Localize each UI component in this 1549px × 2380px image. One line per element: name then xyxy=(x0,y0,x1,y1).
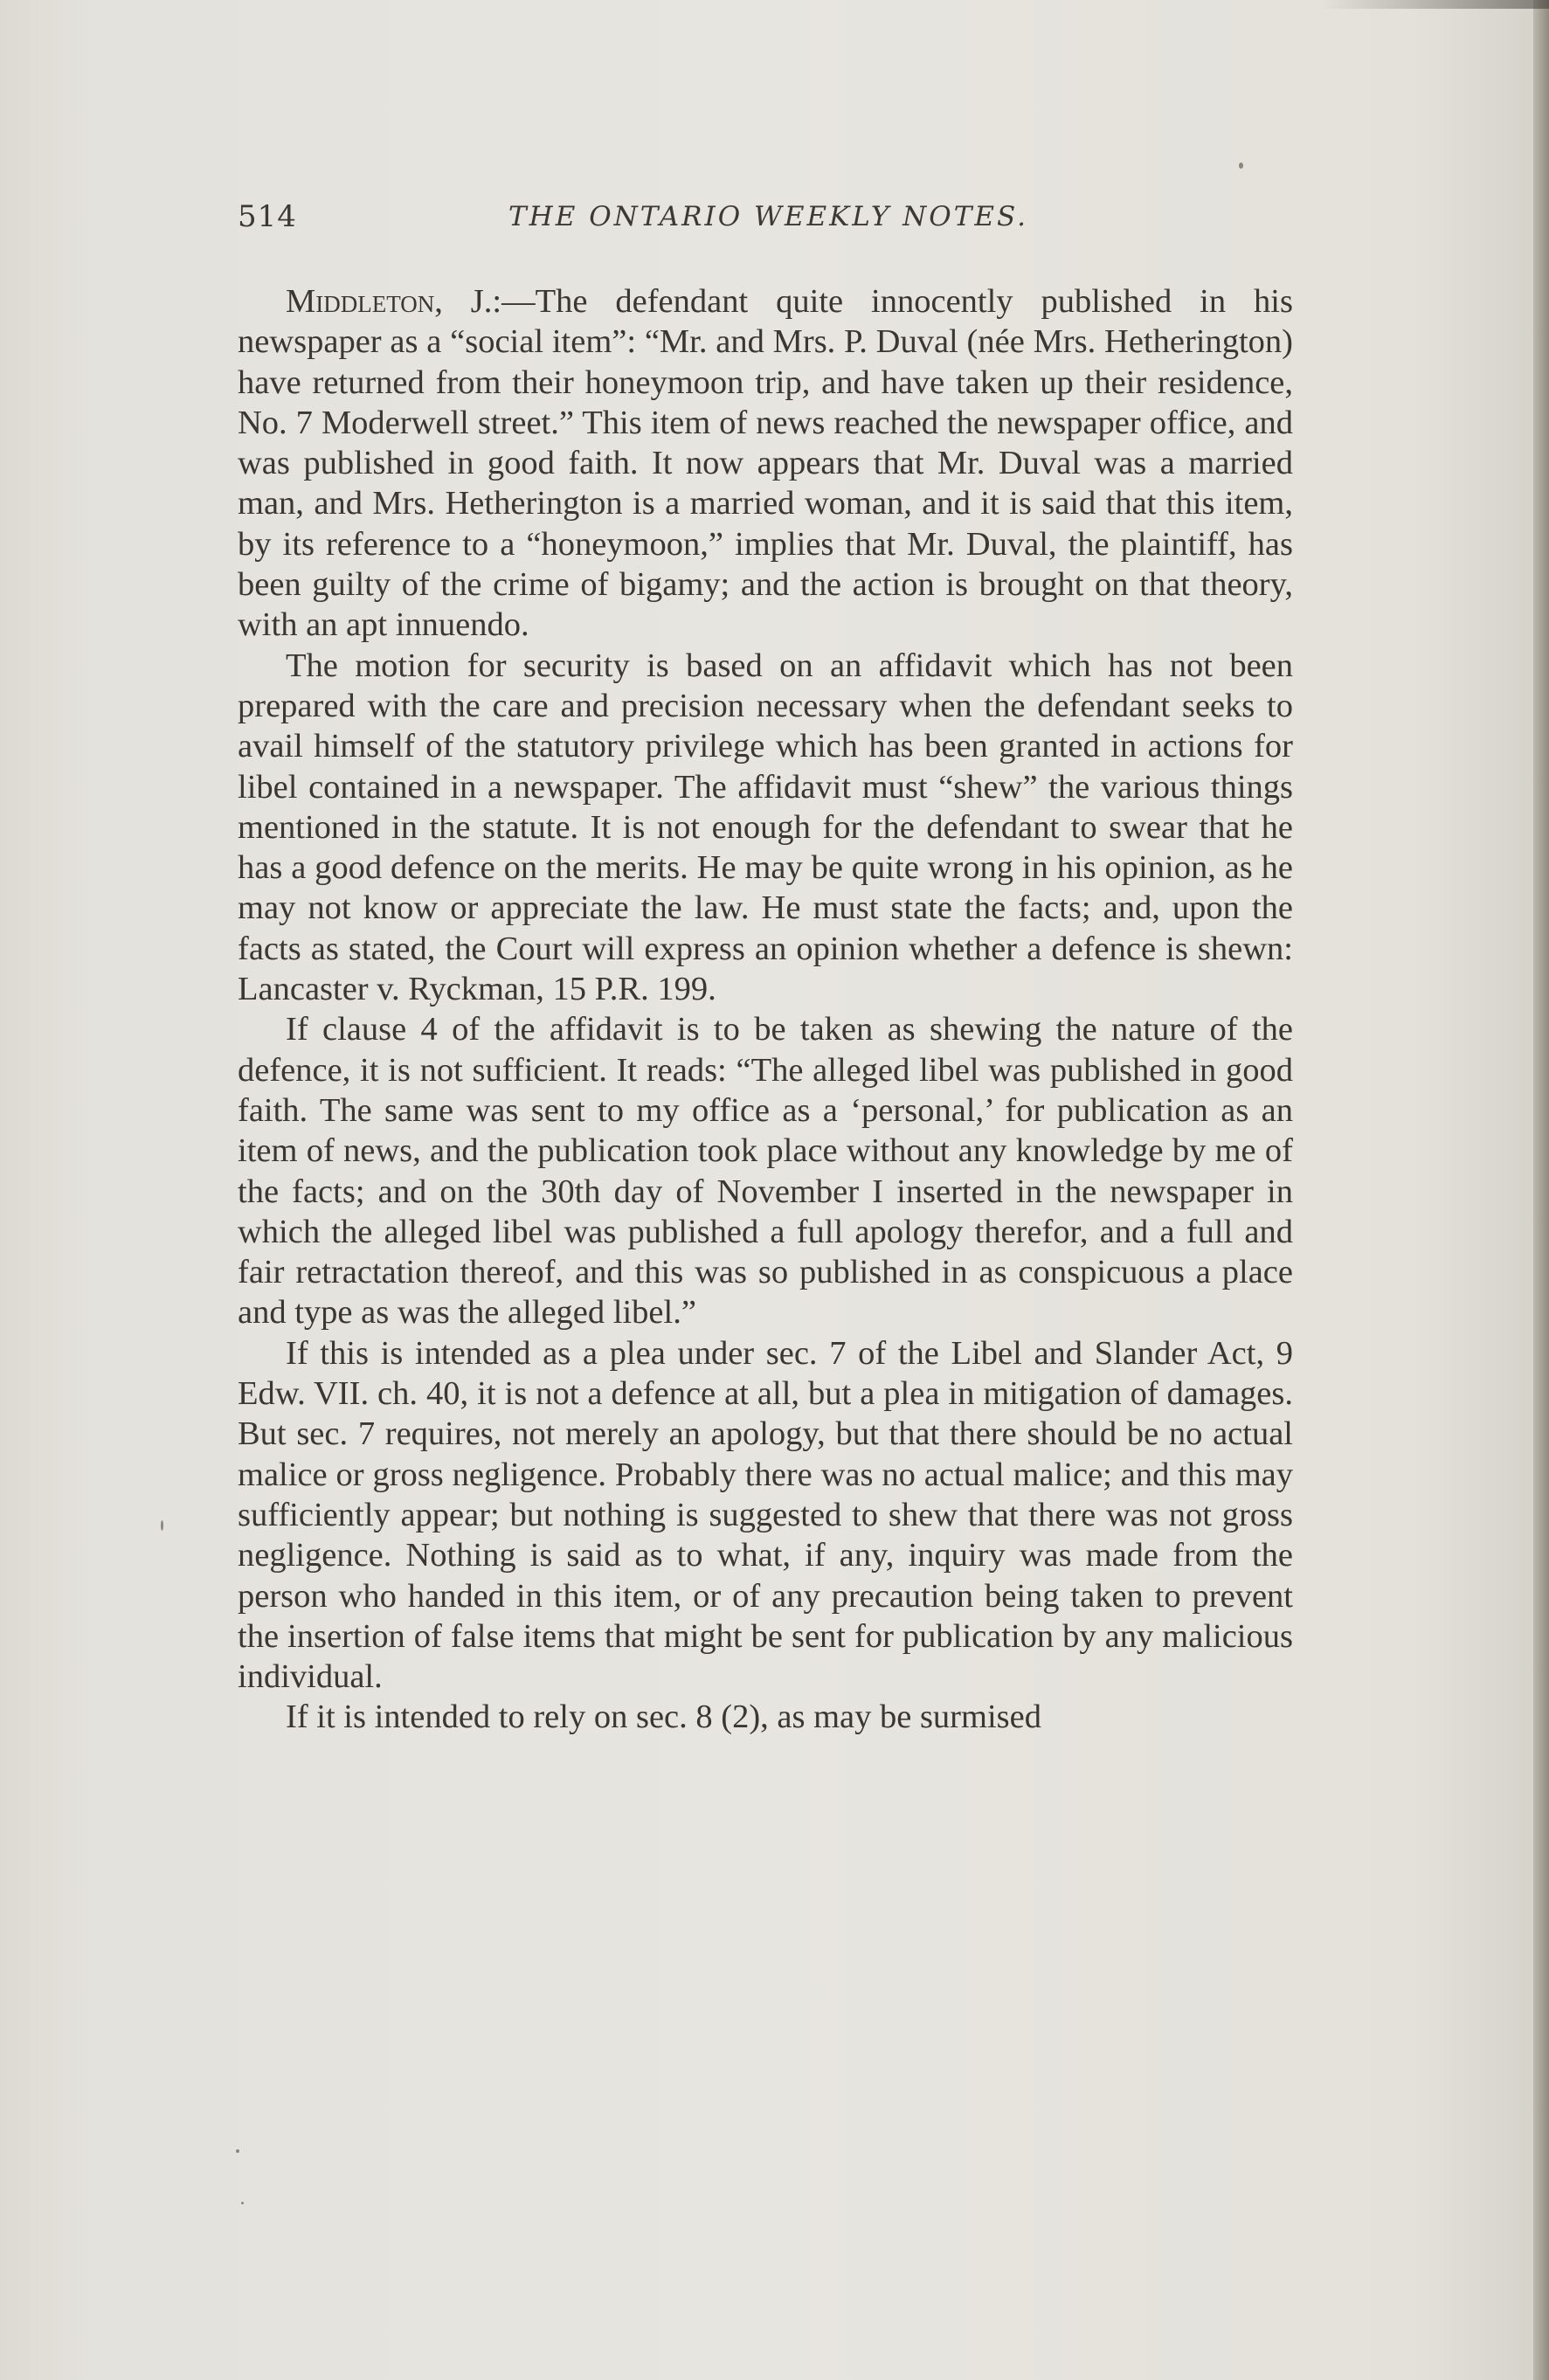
paragraph-3: If clause 4 of the affidavit is to be taken as shewing the nature of the defence, it is not sufficient. It reads: “The alleged libel was published in good faith. The same was sent to my office as a ‘personal,’ for publication as an item of news, and the publication took place without any knowledge by me of the facts; and on the 30th day of November I inserted in the newspaper in which the alleged libel was published a full apology therefor, and a full and fair retractation thereof, and this was so published in as conspicuous a place and type as was the alleged libel.” xyxy=(238,1011,1293,1332)
paper-speck xyxy=(161,1520,163,1531)
paragraph-2: The motion for security is based on an affidavit which has not been prepared with the care and precision necessary when the defendant seeks to avail himself of the statutory privilege which has been granted in actions for libel contained in a newspaper. The affidavit must “shew” the various things mentioned in the statute. It is not enough for the defendant to swear that he has a good defence on the merits. He may be quite wrong in his opinion, as he may not know or appreciate the law. He must state the facts; and, upon the facts as stated, the Court will express an opinion whether a defence is shewn: Lancaster v. Ryckman, 15 P.R. 199. xyxy=(238,647,1293,1008)
paper-speck xyxy=(1239,163,1243,169)
paper-speck xyxy=(241,2202,244,2204)
page-edge xyxy=(1533,0,1549,2380)
journal-title: THE ONTARIO WEEKLY NOTES. xyxy=(508,201,1028,232)
judge-name: Middleton, J. xyxy=(286,283,493,320)
running-head xyxy=(238,199,1041,243)
body-text xyxy=(238,281,1293,1738)
page-number: 514 xyxy=(238,199,297,234)
paragraph-1-text: :—The defendant quite innocently published in his newspaper as a “social item”: “Mr. and Mrs. P. Duval (née Mrs. Hetherington) have returned from their honeymoon trip, and have taken up their residence, No. 7 Moderwell street.” This item of news reached the newspaper office, and was published in good faith. It now appears that Mr. Duval was a married man, and Mrs. Hetherington is a married woman, and it is said that this item, by its reference to a “honeymoon,” implies that Mr. Duval, the plaintiff, has been guilty of the crime of bigamy; and the action is brought on that theory, with an apt innuendo. xyxy=(238,283,1293,644)
page-shadow xyxy=(1322,0,1549,9)
paper-speck xyxy=(236,2149,239,2153)
paragraph-5: If it is intended to rely on sec. 8 (2), as may be surmised xyxy=(286,1699,1041,1736)
paragraph-1 xyxy=(238,281,1293,646)
paragraph-4: If this is intended as a plea under sec. 7 of the Libel and Slander Act, 9 Edw. VII. ch. 40, it is not a defence at all, but a plea in mitigation of damages. But sec. 7 requires, not merely an apology, but that there should be no actual malice or gross negligence. Probably there was no actual malice; and this may sufficiently appear; but nothing is suggested to shew that there was not gross negligence. Nothing is said as to what, if any, inquiry was made from the person who handed in this item, or of any precaution being taken to prevent the insertion of false items that might be sent for publication by any malicious individual. xyxy=(238,1334,1293,1696)
